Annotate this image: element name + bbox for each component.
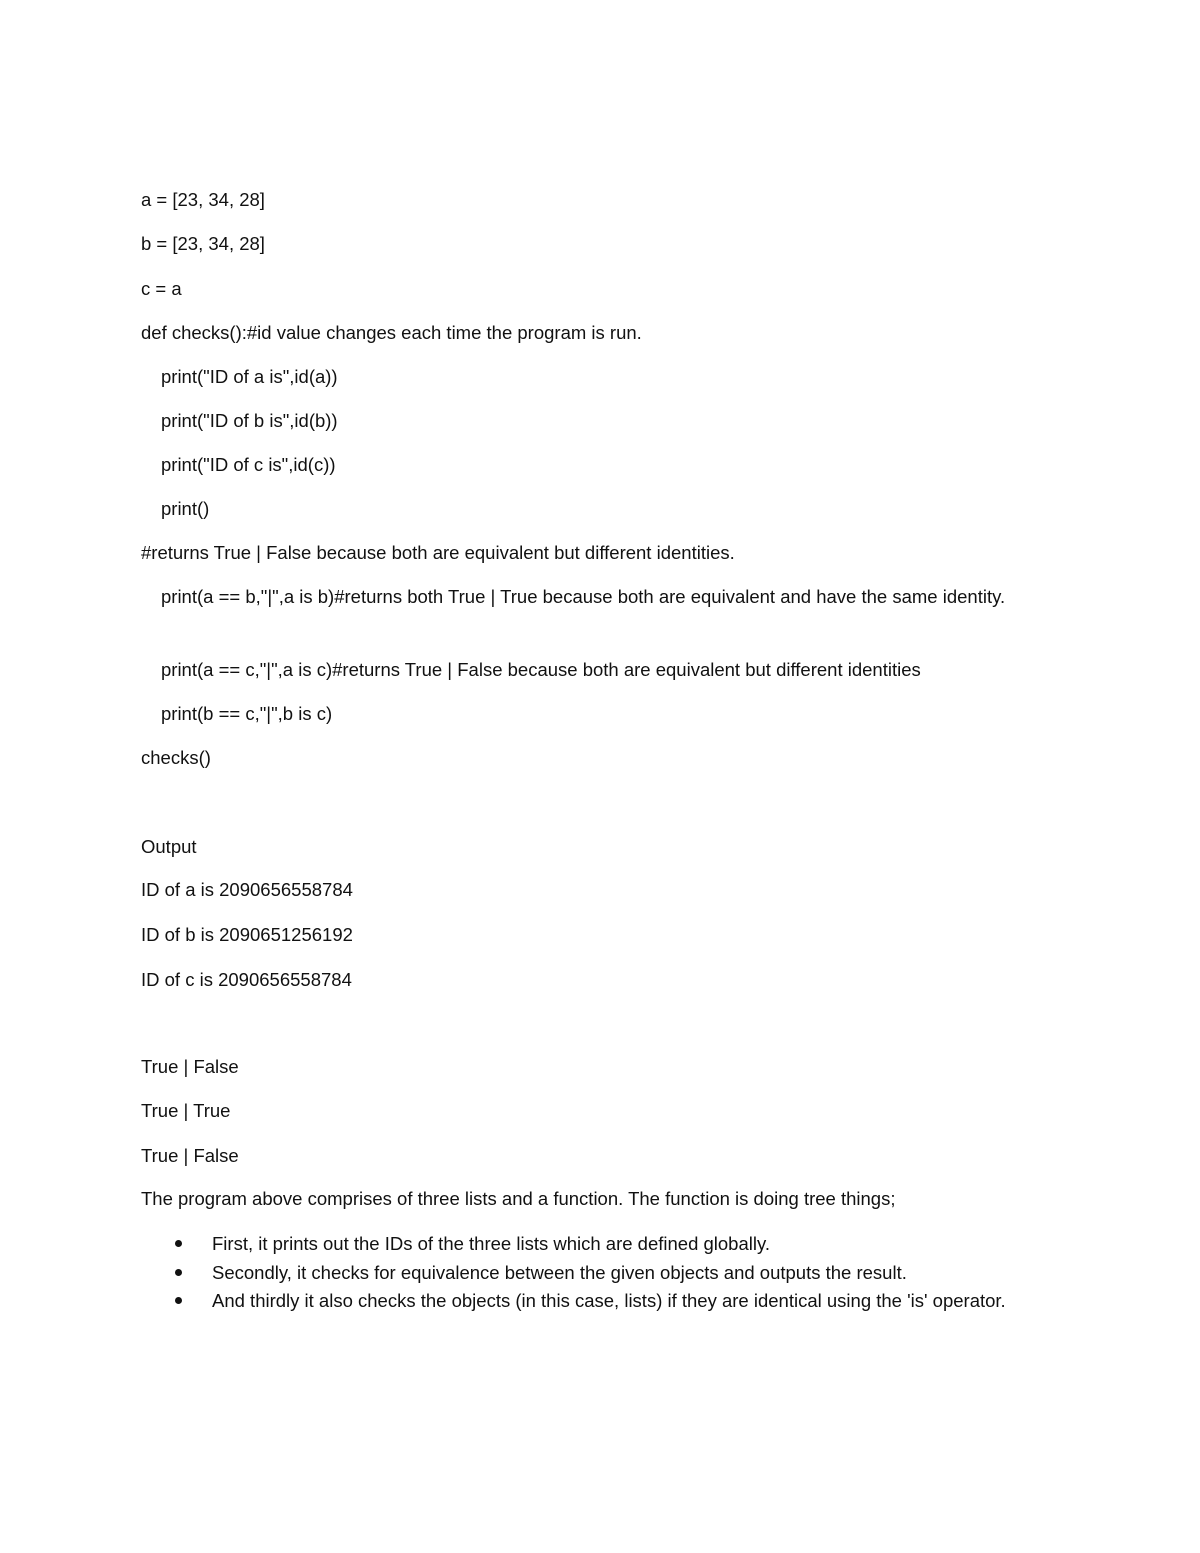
- explanation-bullet-list: [141, 1230, 1061, 1316]
- bullet-icon: [175, 1240, 182, 1247]
- code-line-print-id-a: print("ID of a is",id(a)): [161, 366, 338, 387]
- explanation-intro: The program above comprises of three lists and a function. The function is doing tree things;: [141, 1188, 896, 1209]
- list-item: [141, 1259, 1061, 1288]
- code-line-assign-c: c = a: [141, 278, 182, 299]
- output-id-a: ID of a is 2090656558784: [141, 879, 353, 900]
- bullet-text: Secondly, it checks for equivalence between the given objects and outputs the result.: [212, 1261, 907, 1283]
- output-result-1: True | False: [141, 1056, 239, 1077]
- bullet-text: First, it prints out the IDs of the three lists which are defined globally.: [212, 1233, 770, 1254]
- code-line-list-b: b = [23, 34, 28]: [141, 233, 265, 254]
- bullet-icon: [175, 1269, 182, 1276]
- output-result-3: True | False: [141, 1145, 239, 1166]
- code-line-compare-b-c: print(b == c,"|",b is c): [161, 703, 333, 724]
- code-line-function-def: def checks():#id value changes each time the program is run.: [141, 322, 642, 343]
- output-id-c: ID of c is 2090656558784: [141, 969, 352, 990]
- bullet-icon: [175, 1297, 182, 1304]
- code-line-call-checks: checks(): [141, 747, 211, 768]
- list-item: [141, 1230, 1061, 1259]
- code-line-compare-a-b-text: print(a == b,"|",a is b)#returns both True | True because both are equivalent and have the same identity.: [161, 586, 1006, 607]
- code-line-compare-a-b: [141, 582, 1021, 612]
- output-result-2: True | True: [141, 1100, 231, 1121]
- code-line-list-a: a = [23, 34, 28]: [141, 189, 265, 210]
- bullet-text: And thirdly it also checks the objects (in this case, lists) if they are identical using the 'is' operator.: [212, 1290, 1006, 1311]
- code-line-print-id-c: print("ID of c is",id(c)): [161, 454, 336, 475]
- code-line-comment: #returns True | False because both are equivalent but different identities.: [141, 542, 735, 563]
- code-line-compare-a-c: print(a == c,"|",a is c)#returns True | False because both are equivalent but different identities: [161, 659, 921, 680]
- code-line-print-id-b: print("ID of b is",id(b)): [161, 410, 338, 431]
- list-item: [141, 1287, 1061, 1316]
- output-id-b: ID of b is 2090651256192: [141, 924, 353, 945]
- code-line-print-empty: print(): [161, 498, 210, 519]
- output-heading: Output: [141, 836, 197, 857]
